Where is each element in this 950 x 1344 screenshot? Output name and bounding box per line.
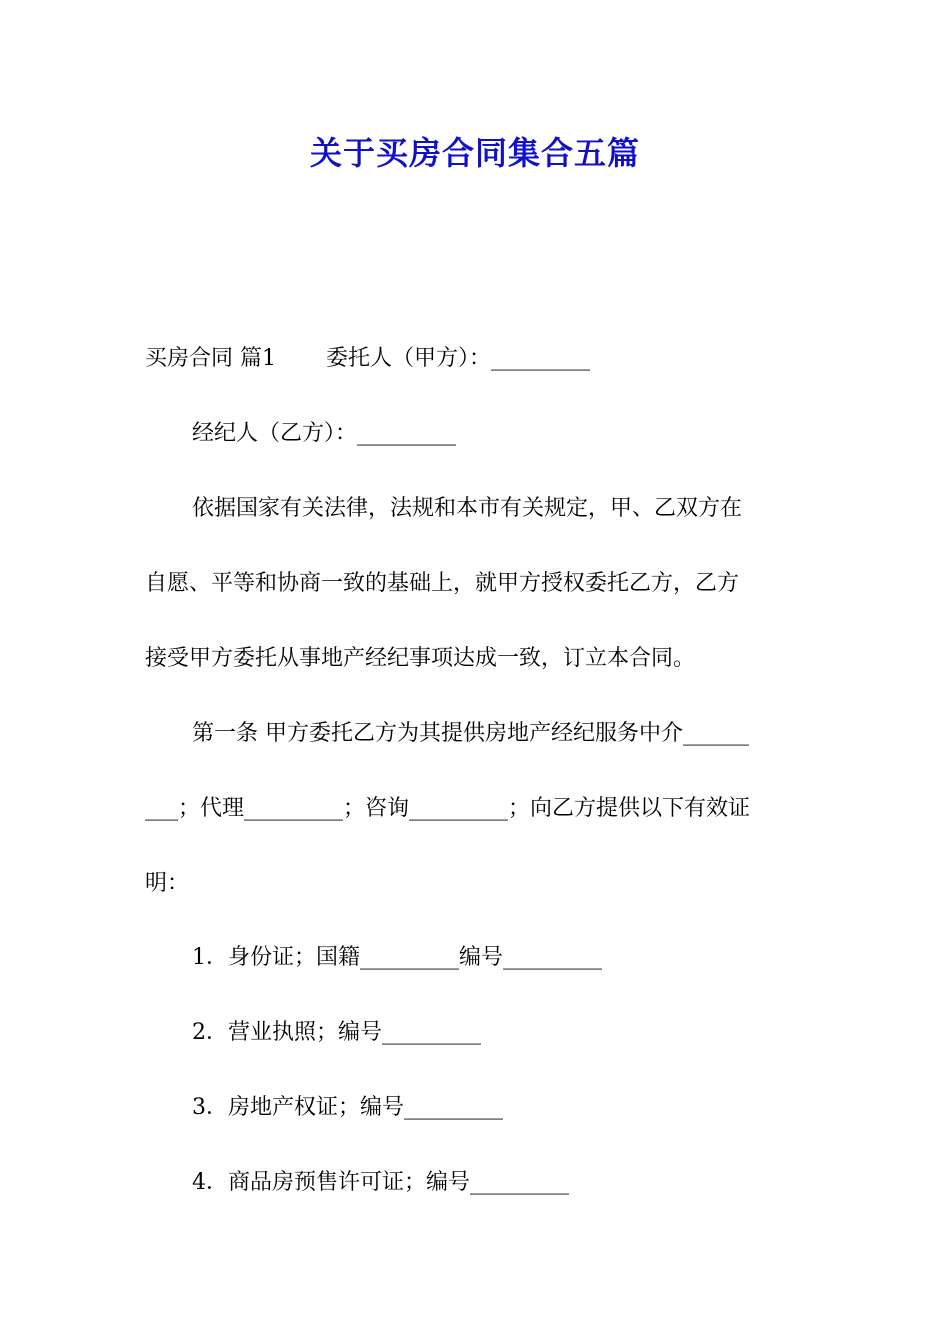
list-item: 4．商品房预售许可证；编号_________ xyxy=(192,1170,569,1195)
section-heading: 买房合同 篇1 xyxy=(145,346,276,371)
paragraph-line: 依据国家有关法律，法规和本市有关规定，甲、乙双方在 xyxy=(192,496,743,521)
agent-field: 经纪人（乙方）：_________ xyxy=(192,421,457,446)
paragraph-line: 明： xyxy=(145,871,190,896)
paragraph-line: ___；代理_________；咨询_________；向乙方提供以下有效证 xyxy=(145,796,751,821)
list-item: 3．房地产权证；编号_________ xyxy=(192,1095,503,1120)
document-title: 关于买房合同集合五篇 xyxy=(309,134,640,172)
principal-field: 委托人（甲方）：_________ xyxy=(326,346,591,371)
paragraph-line: 接受甲方委托从事地产经纪事项达成一致，订立本合同。 xyxy=(145,646,696,671)
paragraph-line xyxy=(145,344,590,374)
list-item: 2．营业执照；编号_________ xyxy=(192,1020,481,1045)
list-item: 1．身份证；国籍_________编号_________ xyxy=(192,945,602,970)
article-one-line: 第一条 甲方委托乙方为其提供房地产经纪服务中介______ xyxy=(192,721,749,746)
paragraph-line: 自愿、平等和协商一致的基础上，就甲方授权委托乙方，乙方 xyxy=(145,571,740,596)
